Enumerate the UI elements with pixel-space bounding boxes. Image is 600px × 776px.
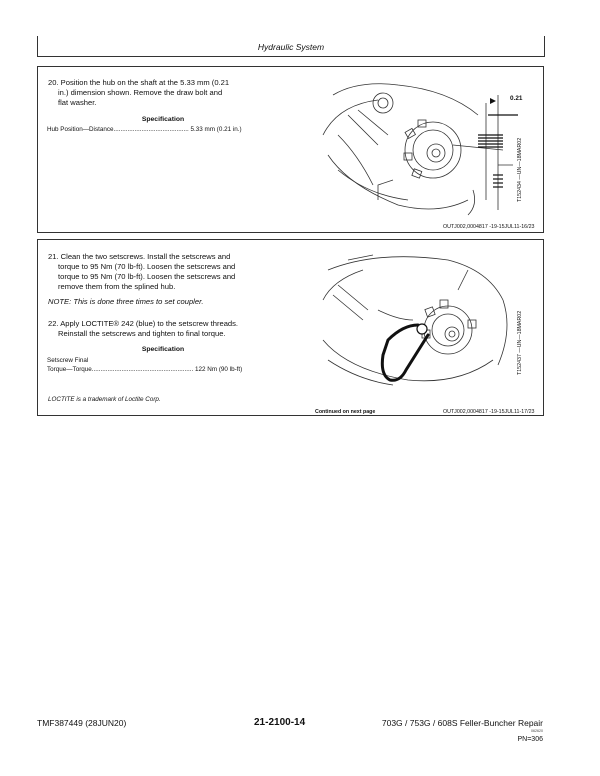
step-21-line-2: torque to 95 Nm (70 lb-ft). Loosen the setscrews and xyxy=(58,262,236,271)
trademark-note: LOCTITE is a trademark of Loctite Corp. xyxy=(48,396,161,403)
footer-manual-title: 703G / 753G / 608S Feller-Buncher Repair xyxy=(381,718,543,728)
step-20-spec-heading: Specification xyxy=(141,116,185,123)
step-20-line-3: flat washer. xyxy=(58,98,97,107)
dimension-callout: 0.21 xyxy=(510,95,523,102)
footer-tiny-code: 062620 xyxy=(531,729,543,733)
step-20-line-2: in.) dimension shown. Remove the draw bolt and xyxy=(58,88,223,97)
step-22-spec-row-1: Setscrew Final xyxy=(47,357,89,364)
hub-position-illustration xyxy=(318,75,518,217)
setscrew-torque-illustration xyxy=(318,250,518,390)
continued-notice: Continued on next page xyxy=(315,409,376,415)
page-header-title: Hydraulic System xyxy=(257,42,325,52)
step-21-line-1: 21. Clean the two setscrews. Install the setscrews and xyxy=(48,252,231,261)
step-21-line-3: torque to 95 Nm (70 lb-ft). Loosen the setscrews and xyxy=(58,272,236,281)
step-20-panel xyxy=(37,66,544,233)
step-21-note: NOTE: This is done three times to set coupler. xyxy=(48,297,204,306)
header-rule-bottom xyxy=(37,56,545,57)
step-21-line-4: remove them from the splined hub. xyxy=(58,282,176,291)
step-20-reference: OUTJ002,0004817 -19-15JUL11-16/23 xyxy=(443,224,535,230)
step-22-line-2: Reinstall the setscrews and tighten to final torque. xyxy=(58,329,226,338)
step-21-figure-id: T152437 —UN—18MAR02 xyxy=(517,310,523,375)
step-20-spec-row: Hub Position—Distance........................................... 5.33 mm (0.21 in.) xyxy=(47,126,242,133)
step-22-line-1: 22. Apply LOCTITE® 242 (blue) to the setscrew threads. xyxy=(48,319,239,328)
footer-page-number: 21-2100-14 xyxy=(254,717,306,728)
step-21-reference: OUTJ002,0004817 -19-15JUL11-17/23 xyxy=(443,409,535,415)
step-22-spec-row-2: Torque—Torque.......................................................... 122 Nm (90 lb-ft) xyxy=(47,366,243,373)
step-21-panel xyxy=(37,239,544,416)
footer-doc-id: TMF387449 (28JUN20) xyxy=(37,718,127,728)
footer-pn: PN=306 xyxy=(517,736,543,743)
step-22-spec-heading: Specification xyxy=(141,346,185,353)
step-20-figure-id: T152434 —UN—18MAR02 xyxy=(517,137,523,202)
step-20-line-1: 20. Position the hub on the shaft at the 5.33 mm (0.21 xyxy=(48,78,230,87)
